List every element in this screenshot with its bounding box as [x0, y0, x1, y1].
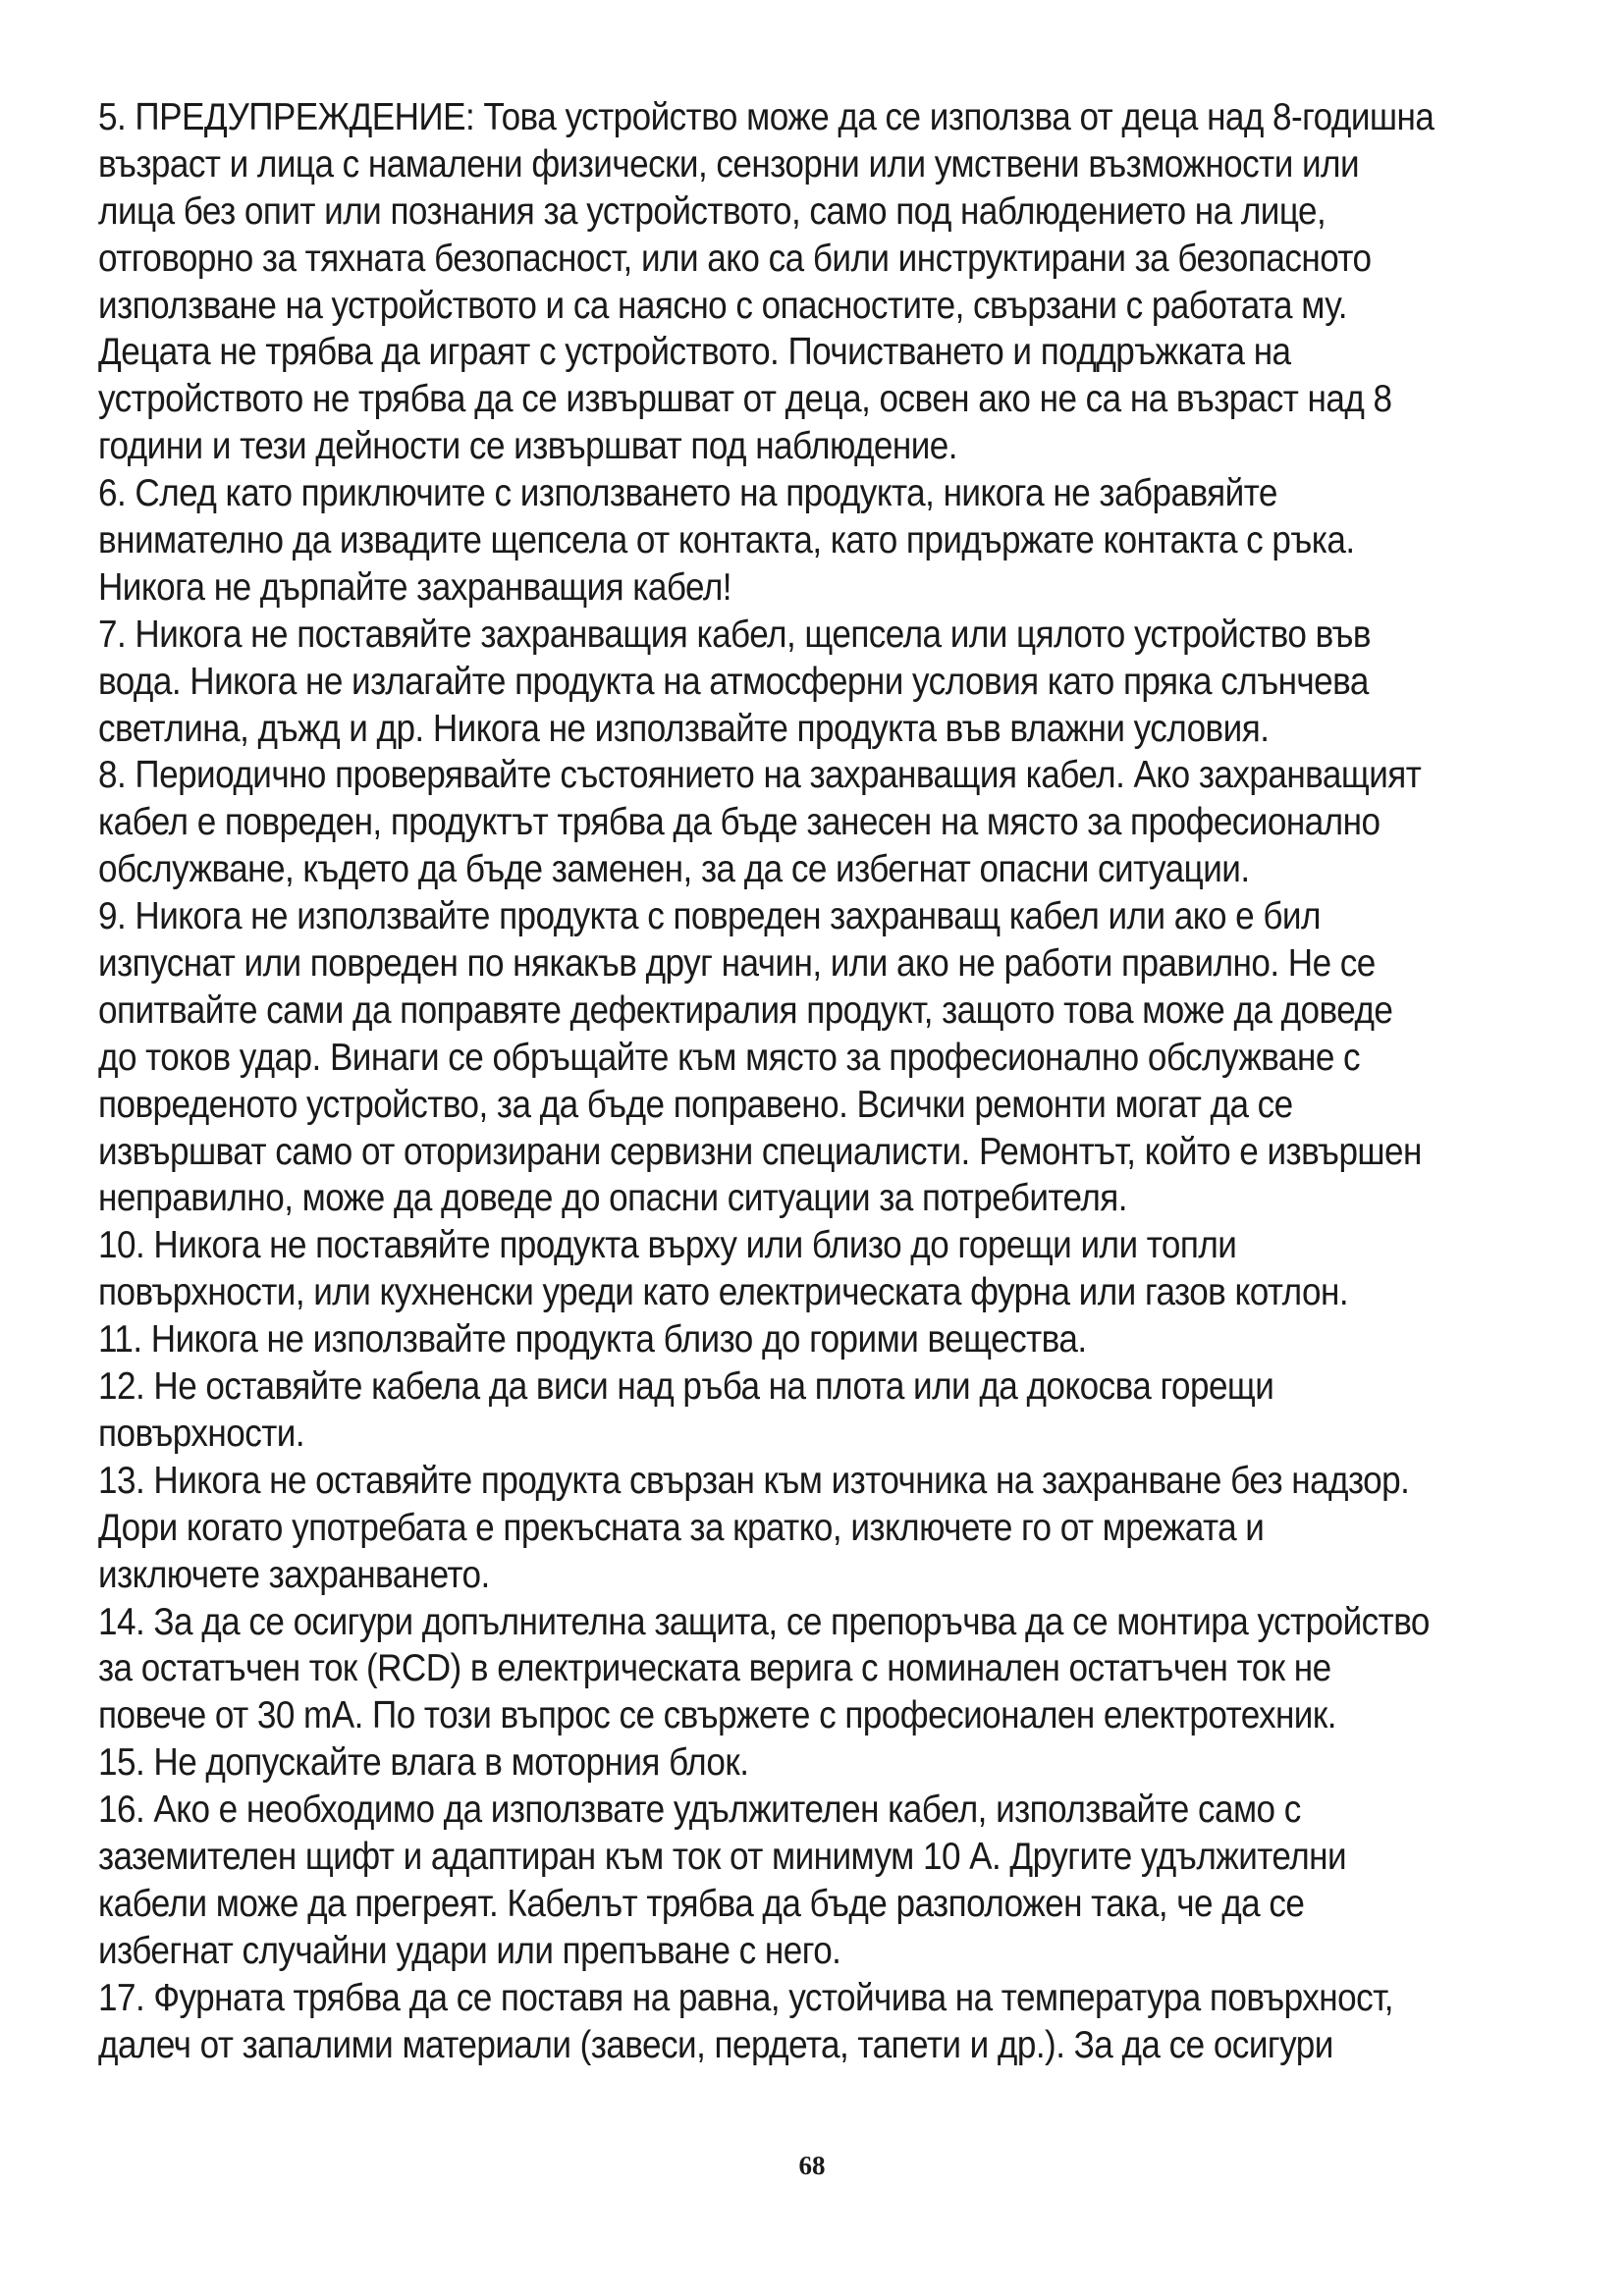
text-line: лица без опит или познания за устройството, само под наблюдението на лице,	[98, 189, 1326, 233]
text-line: избегнат случайни удари или препъване с него.	[98, 1929, 841, 1972]
text-line: 12. Не оставяйте кабела да виси над ръба на плота или да докосва горещи	[98, 1365, 1274, 1409]
text-line: повърхности.	[98, 1412, 305, 1455]
text-line: кабели може да прегреят. Кабелът трябва да бъде разположен така, че да се	[98, 1882, 1305, 1925]
text-line: 6. След като приключите с използването на продукта, никога не забравяйте	[98, 472, 1277, 515]
text-line: за остатъчен ток (RCD) в електрическата верига с номинален остатъчен ток не	[98, 1647, 1331, 1690]
text-line: обслужване, където да бъде заменен, за да се избегнат опасни ситуации.	[98, 848, 1250, 891]
text-line: 15. Не допускайте влага в моторния блок.	[98, 1741, 749, 1785]
text-line: вода. Никога не излагайте продукта на атмосферни условия като пряка слънчева	[98, 660, 1369, 703]
text-line: до токов удар. Винаги се обръщайте към място за професионално обслужване с	[98, 1036, 1361, 1079]
text-line: Никога не дърпайте захранващия кабел!	[98, 565, 732, 609]
text-line: отговорно за тяхната безопасност, или ако са били инструктирани за безопасното	[98, 237, 1372, 280]
text-line: светлина, дъжд и др. Никога не използвайте продукта във влажни условия.	[98, 707, 1270, 750]
text-line: заземителен щифт и адаптиран към ток от минимум 10 А. Другите удължителни	[98, 1835, 1347, 1878]
text-line: години и тези дейности се извършват под наблюдение.	[98, 425, 957, 468]
text-line: 10. Никога не поставяйте продукта върху или близо до горещи или топли	[98, 1224, 1237, 1267]
text-line: внимателно да извадите щепсела от контакта, като придържате контакта с ръка.	[98, 519, 1355, 562]
text-line: 17. Фурната трябва да се поставя на равна, устойчива на температура повърхност,	[98, 1976, 1393, 2019]
text-line: 13. Никога не оставяйте продукта свързан към източника на захранване без надзор.	[98, 1459, 1410, 1502]
text-line: далеч от запалими материали (завеси, пердета, тапети и др.). За да се осигури	[98, 2023, 1333, 2066]
page-number: 68	[798, 2151, 826, 2180]
text-line: повърхности, или кухненски уреди като електрическата фурна или газов котлон.	[98, 1271, 1349, 1314]
text-line: 11. Никога не използвайте продукта близо до горими вещества.	[98, 1318, 1087, 1362]
text-line: кабел е повреден, продуктът трябва да бъде занесен на място за професионално	[98, 801, 1380, 844]
text-line: 7. Никога не поставяйте захранващия кабел, щепсела или цялото устройство във	[98, 613, 1372, 656]
text-line: 14. За да се осигури допълнителна защита, се препоръчва да се монтира устройство	[98, 1600, 1430, 1643]
text-line: изпуснат или повреден по някакъв друг начин, или ако не работи правилно. Не се	[98, 942, 1376, 986]
text-line: изключете захранването.	[98, 1553, 490, 1596]
text-line: Децата не трябва да играят с устройството. Почистването и поддръжката на	[98, 331, 1291, 374]
text-line: повече от 30 mA. По този въпрос се свържете с професионален електротехник.	[98, 1694, 1336, 1737]
text-line: неправилно, може да доведе до опасни ситуации за потребителя.	[98, 1177, 1127, 1220]
text-line: Дори когато употребата е прекъсната за кратко, изключете го от мрежата и	[98, 1506, 1265, 1549]
text-line: опитвайте сами да поправяте дефектиралия продукт, защото това може да доведе	[98, 988, 1393, 1032]
text-line: 16. Ако е необходимо да използвате удължителен кабел, използвайте само с	[98, 1789, 1301, 1832]
text-line: извършват само от оторизирани сервизни специалисти. Ремонтът, който е извършен	[98, 1130, 1422, 1173]
text-line: устройството не трябва да се извършват от деца, освен ако не са на възраст над 8	[98, 378, 1392, 421]
text-line: 8. Периодично проверявайте състоянието на захранващия кабел. Ако захранващият	[98, 754, 1422, 797]
text-line: възраст и лица с намалени физически, сензорни или умствени възможности или	[98, 142, 1360, 186]
text-line: 9. Никога не използвайте продукта с повреден захранващ кабел или ако е бил	[98, 895, 1321, 938]
text-line: повреденото устройство, за да бъде поправено. Всички ремонти могат да се	[98, 1083, 1293, 1126]
text-line: 5. ПРЕДУПРЕЖДЕНИЕ: Това устройство може да се използва от деца над 8-годишна	[98, 96, 1435, 138]
text-line: използване на устройството и са наясно с опасностите, свързани с работата му.	[98, 284, 1347, 327]
body-text	[98, 94, 1435, 2068]
